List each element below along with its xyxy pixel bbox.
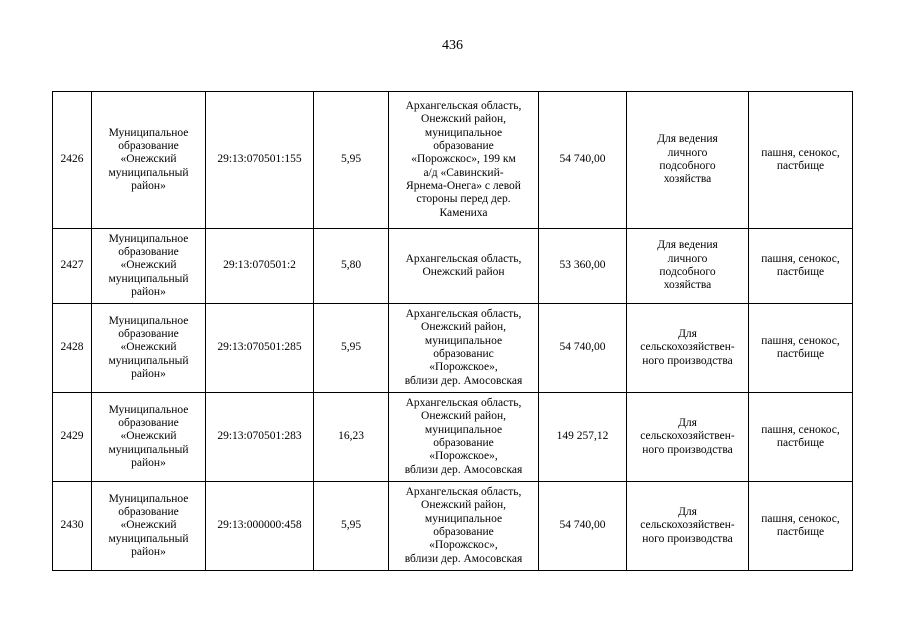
row-number: 2428 [53,304,92,393]
row-number: 2427 [53,229,92,304]
purpose-cell: Для сельскохозяйствен- ного производства [627,304,749,393]
price-cell: 54 740,00 [539,304,627,393]
area-cell: 5,80 [314,229,389,304]
price-cell: 53 360,00 [539,229,627,304]
table-row [53,92,853,229]
purpose-cell: Для ведения личного подсобного хозяйства [627,92,749,229]
cadastral-number-cell: 29:13:070501:2 [206,229,314,304]
address-cell: Архангельская область, Онежский район [389,229,539,304]
table-row [53,229,853,304]
owner-cell: Муниципальное образование «Онежский муниципальный район» [92,304,206,393]
cadastral-number-cell: 29:13:070501:285 [206,304,314,393]
purpose-cell: Для сельскохозяйствен- ного производства [627,393,749,482]
usage-cell: пашня, сенокос, пастбище [749,393,853,482]
cadastral-number-cell: 29:13:070501:155 [206,92,314,229]
address-cell: Архангельская область, Онежский район, муниципальное образование «Порожскос», вблизи дер. Амосовская [389,482,539,571]
usage-cell: пашня, сенокос, пастбище [749,229,853,304]
cadastral-number-cell: 29:13:070501:283 [206,393,314,482]
address-cell: Архангельская область, Онежский район, муниципальное образование «Порожское», вблизи дер. Амосовская [389,393,539,482]
area-cell: 5,95 [314,304,389,393]
owner-cell: Муниципальное образование «Онежский муниципальный район» [92,482,206,571]
area-cell: 5,95 [314,482,389,571]
table-row [53,393,853,482]
owner-cell: Муниципальное образование «Онежский муниципальный район» [92,393,206,482]
table-row [53,482,853,571]
price-cell: 54 740,00 [539,92,627,229]
cadastral-number-cell: 29:13:000000:458 [206,482,314,571]
row-number: 2429 [53,393,92,482]
owner-cell: Муниципальное образование «Онежский муниципальный район» [92,229,206,304]
purpose-cell: Для ведения личного подсобного хозяйства [627,229,749,304]
land-plots-table [52,91,853,571]
table-row [53,304,853,393]
price-cell: 149 257,12 [539,393,627,482]
address-cell: Архангельская область, Онежский район, муниципальное образование «Порожскос», 199 км а/д «Савинский- Ярнема-Онега» с левой стороны перед дер. Камениха [389,92,539,229]
row-number: 2426 [53,92,92,229]
owner-cell: Муниципальное образование «Онежский муниципальный район» [92,92,206,229]
area-cell: 16,23 [314,393,389,482]
page-number: 436 [442,38,463,53]
usage-cell: пашня, сенокос, пастбище [749,482,853,571]
price-cell: 54 740,00 [539,482,627,571]
usage-cell: пашня, сенокос, пастбище [749,92,853,229]
area-cell: 5,95 [314,92,389,229]
row-number: 2430 [53,482,92,571]
usage-cell: пашня, сенокос, пастбище [749,304,853,393]
purpose-cell: Для сельскохозяйствен- ного производства [627,482,749,571]
address-cell: Архангельская область, Онежский район, муниципальное образованис «Порожское», вблизи дер. Амосовская [389,304,539,393]
